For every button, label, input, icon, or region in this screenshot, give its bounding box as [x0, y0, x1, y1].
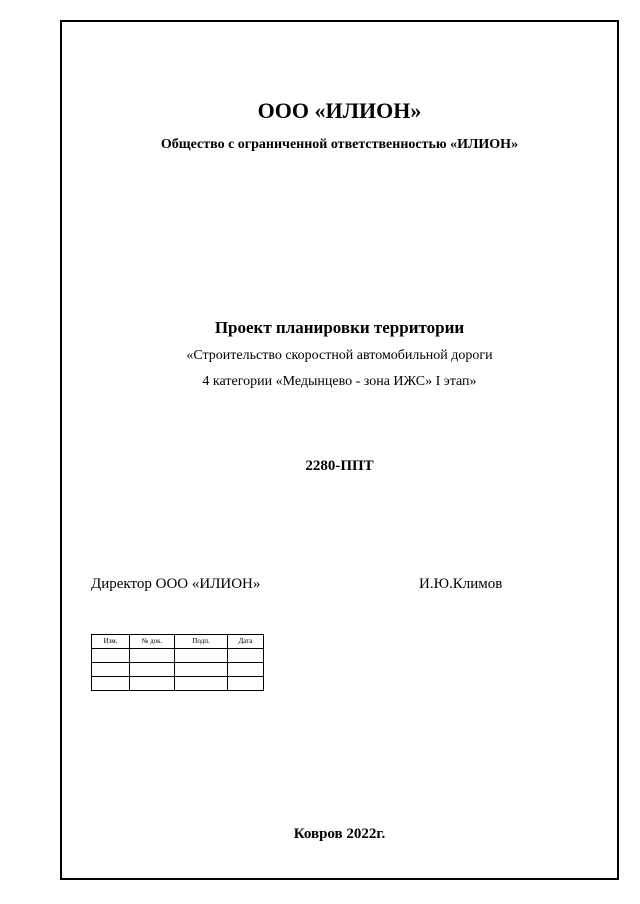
- table-cell: [92, 663, 130, 677]
- document-code: 2280-ППТ: [305, 458, 374, 474]
- table-cell: [130, 677, 175, 691]
- director-position: Директор ООО «ИЛИОН»: [91, 576, 261, 592]
- table-cell: [175, 663, 228, 677]
- table-cell: [175, 649, 228, 663]
- table-cell: [228, 649, 264, 663]
- table-row: [92, 649, 264, 663]
- company-name: ООО «ИЛИОН»: [257, 98, 422, 123]
- header-cell-doc-number: № док.: [130, 635, 175, 649]
- table-row: [92, 663, 264, 677]
- table-cell: [228, 663, 264, 677]
- table-cell: [228, 677, 264, 691]
- table-cell: [92, 649, 130, 663]
- table-cell: [92, 677, 130, 691]
- table-cell: [130, 663, 175, 677]
- table-row: [92, 677, 264, 691]
- document-title: Проект планировки территории: [214, 318, 465, 337]
- document-subtitle-line1: «Строительство скоростной автомобильной дороги: [186, 348, 493, 363]
- city-year: Ковров 2022г.: [293, 826, 386, 842]
- header-cell-signature: Подп.: [175, 635, 228, 649]
- header-cell-date: Дата: [228, 635, 264, 649]
- revision-table: [91, 634, 264, 691]
- revision-table-header: [92, 635, 264, 649]
- director-name: И.Ю.Климов: [419, 576, 503, 592]
- company-full-name: Общество с ограниченной ответственностью «ИЛИОН»: [160, 137, 519, 152]
- document-subtitle-line2: 4 категории «Медынцево - зона ИЖС» I этап»: [202, 374, 477, 389]
- table-cell: [175, 677, 228, 691]
- header-cell-change: Изм.: [92, 635, 130, 649]
- table-cell: [130, 649, 175, 663]
